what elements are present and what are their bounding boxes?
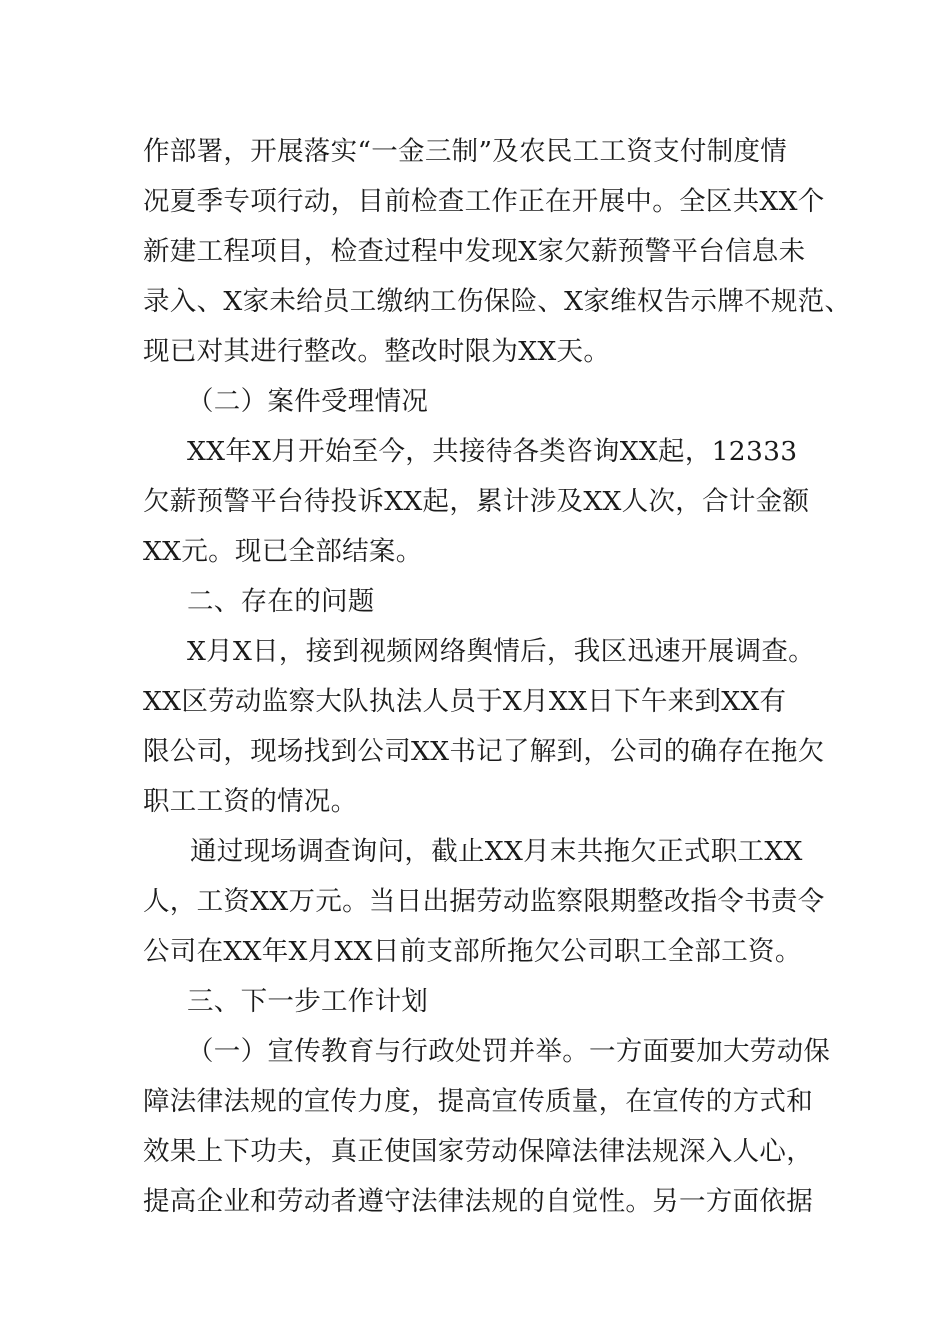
body-text-line: 通过现场调查询问，截止XX月末共拖欠正式职工XX <box>190 836 803 867</box>
body-text-line: 现已对其进行整改。整改时限为XX天。 <box>143 336 611 367</box>
body-text-line: 作部署，开展落实“一金三制”及农民工工资支付制度情 <box>143 136 788 167</box>
body-text-line: 效果上下功夫，真正使国家劳动保障法律法规深入人心， <box>143 1136 813 1167</box>
body-text-line: 新建工程项目，检查过程中发现X家欠薪预警平台信息未 <box>143 236 806 267</box>
body-text-line: XX区劳动监察大队执法人员于X月XX日下午来到XX有 <box>143 686 787 717</box>
body-text-line: 人，工资XX万元。当日出据劳动监察限期整改指令书责令 <box>143 886 825 917</box>
body-text-line: （一）宣传教育与行政处罚并举。一方面要加大劳动保 <box>187 1036 831 1067</box>
body-text-line: 限公司，现场找到公司XX书记了解到，公司的确存在拖欠 <box>143 736 825 767</box>
body-text-line: 障法律法规的宣传力度，提高宣传质量，在宣传的方式和 <box>143 1086 813 1117</box>
body-text-line: X月X日，接到视频网络舆情后，我区迅速开展调查。 <box>187 636 815 667</box>
body-text-line: 欠薪预警平台待投诉XX起，累计涉及XX人次，合计金额 <box>143 486 810 517</box>
body-text-line: 录入、X家未给员工缴纳工伤保险、X家维权告示牌不规范、 <box>143 286 852 317</box>
section-heading: （二）案件受理情况 <box>187 386 429 417</box>
body-text-line: 职工工资的情况。 <box>143 786 358 817</box>
body-text-line: 况夏季专项行动，目前检查工作正在开展中。全区共XX个 <box>143 186 825 217</box>
body-text-line: XX元。现已全部结案。 <box>143 536 423 567</box>
body-text-line: 公司在XX年X月XX日前支部所拖欠公司职工全部工资。 <box>143 936 802 967</box>
body-text-line: XX年X月开始至今，共接待各类咨询XX起，12333 <box>187 436 798 467</box>
body-text-line: 提高企业和劳动者遵守法律法规的自觉性。另一方面依据 <box>143 1186 813 1217</box>
section-heading: 三、下一步工作计划 <box>187 986 429 1017</box>
section-heading: 二、存在的问题 <box>187 586 375 617</box>
